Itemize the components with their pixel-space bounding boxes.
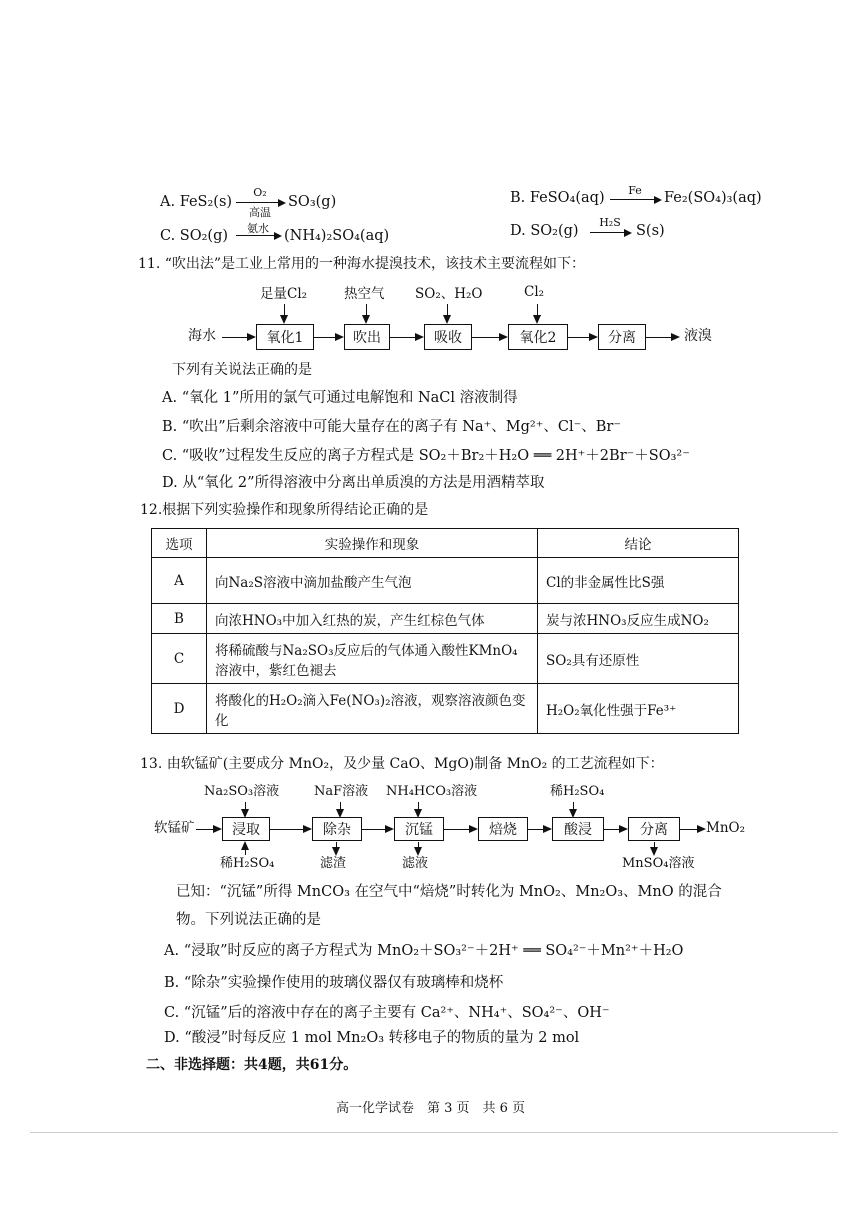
reaction-arrow-icon — [610, 199, 660, 200]
flow-arrow-icon — [537, 304, 538, 322]
row-option: C — [152, 634, 207, 684]
flow-arrow-icon — [366, 304, 367, 322]
flow-arrow-icon — [284, 304, 285, 322]
table-row — [152, 604, 739, 634]
q11-box-oxidation2: 氧化2 — [508, 324, 568, 350]
q11-option-a: A. “氧化 1”所用的氯气可通过电解饱和 NaCl 溶液制得 — [162, 390, 518, 406]
q13-box-leach: 浸取 — [222, 817, 270, 841]
section-2-title: 二、非选择题：共4题，共61分。 — [146, 1057, 358, 1073]
q11-box-blowout: 吹出 — [344, 324, 390, 350]
flow-arrow-icon — [270, 829, 310, 830]
flow-arrow-icon — [245, 843, 246, 855]
row-option: B — [152, 604, 207, 634]
table-header-row — [152, 529, 739, 558]
q10-b-product: Fe₂(SO₄)₃(aq) — [664, 190, 762, 206]
q12-stem: 12.根据下列实验操作和现象所得结论正确的是 — [140, 502, 429, 518]
reaction-arrow-icon — [236, 202, 284, 203]
q11-option-b: B. “吹出”后剩余溶液中可能大量存在的离子有 Na⁺、Mg²⁺、Cl⁻、Br⁻ — [162, 419, 622, 435]
row-option: D — [152, 684, 207, 734]
q13-bottom-1: 稀H₂SO₄ — [220, 856, 275, 871]
q13-flow-start: 软锰矿 — [154, 820, 195, 836]
col-header-operation: 实验操作和现象 — [207, 529, 538, 558]
row-operation: 向Na₂S溶液中滴加盐酸产生气泡 — [207, 558, 538, 604]
flow-arrow-icon — [680, 829, 704, 830]
q13-top-input-2: NaF溶液 — [314, 784, 369, 799]
q13-flow-end: MnO₂ — [706, 820, 745, 836]
q13-top-input-4: 稀H₂SO₄ — [550, 784, 605, 799]
q13-stem: 13. 由软锰矿(主要成分 MnO₂，及少量 CaO、MgO)制备 MnO₂ 的工艺流程如下： — [140, 756, 664, 772]
row-option: A — [152, 558, 207, 604]
flow-arrow-icon — [390, 337, 422, 338]
q12-table — [151, 528, 739, 734]
flow-arrow-icon — [362, 829, 392, 830]
q13-box-roast: 焙烧 — [478, 817, 528, 841]
q11-input-3: SO₂、H₂O — [415, 286, 483, 302]
flow-arrow-icon — [222, 337, 254, 338]
q11-box-oxidation1: 氧化1 — [256, 324, 314, 350]
q13-bottom-3: 滤液 — [402, 856, 429, 871]
q11-input-2: 热空气 — [344, 286, 385, 302]
q13-box-precipitate: 沉锰 — [394, 817, 444, 841]
q11-input-4: Cl₂ — [524, 284, 545, 300]
q13-box-separate: 分离 — [628, 817, 680, 841]
flow-arrow-icon — [447, 304, 448, 322]
q11-stem: 11. “吹出法”是工业上常用的一种海水提溴技术，该技术主要流程如下： — [138, 256, 586, 272]
flow-arrow-icon — [568, 337, 596, 338]
col-header-option: 选项 — [152, 529, 207, 558]
flow-arrow-icon — [604, 829, 626, 830]
row-conclusion: Cl的非金属性比S强 — [538, 558, 739, 604]
q10-c-cond-top: 氨水 — [247, 222, 269, 235]
q11-input-1: 足量Cl₂ — [260, 286, 308, 302]
row-conclusion: SO₂具有还原性 — [538, 634, 739, 684]
reaction-arrow-icon — [236, 235, 280, 236]
row-operation: 将酸化的H₂O₂滴入Fe(NO₃)₂溶液，观察溶液颜色变化 — [207, 684, 538, 734]
q10-c-product: (NH₄)₂SO₄(aq) — [284, 228, 390, 244]
q13-option-d: D. “酸浸”时每反应 1 mol Mn₂O₃ 转移电子的物质的量为 2 mol — [164, 1030, 580, 1046]
q13-known-line2: 物。下列说法正确的是 — [176, 912, 321, 928]
q13-option-a: A. “浸取”时反应的离子方程式为 MnO₂＋SO₃²⁻＋2H⁺ ══ SO₄²⁻＋Mn²⁺＋H₂O — [164, 943, 684, 959]
q13-bottom-2: 滤渣 — [320, 856, 347, 871]
flow-arrow-icon — [418, 842, 419, 854]
flow-arrow-icon — [654, 842, 655, 854]
row-conclusion: H₂O₂氧化性强于Fe³⁺ — [538, 684, 739, 734]
table-row — [152, 684, 739, 734]
q10-option-b: B. FeSO₄(aq) — [510, 190, 605, 206]
flow-arrow-icon — [444, 829, 476, 830]
page-footer: 高一化学试卷 第 3 页 共 6 页 — [336, 1101, 526, 1116]
col-header-conclusion: 结论 — [538, 529, 739, 558]
q13-box-purify: 除杂 — [312, 817, 362, 841]
q13-top-input-3: NH₄HCO₃溶液 — [386, 784, 478, 799]
flow-arrow-icon — [472, 337, 506, 338]
q10-a-cond-bottom: 高温 — [249, 206, 271, 219]
reaction-arrow-icon — [590, 232, 630, 233]
flow-arrow-icon — [646, 337, 678, 338]
q13-option-c: C. “沉锰”后的溶液中存在的离子主要有 Ca²⁺、NH₄⁺、SO₄²⁻、OH⁻ — [164, 1005, 610, 1021]
q10-option-c: C. SO₂(g) — [160, 228, 229, 244]
q11-option-d: D. 从“氧化 2”所得溶液中分离出单质溴的方法是用酒精萃取 — [162, 475, 545, 491]
flow-arrow-icon — [340, 802, 341, 816]
table-row — [152, 558, 739, 604]
q10-d-product: S(s) — [636, 223, 665, 239]
q11-flow-end: 液溴 — [684, 328, 712, 344]
footer-divider — [30, 1132, 838, 1133]
q11-flow-start: 海水 — [188, 328, 216, 344]
q13-bottom-4: MnSO₄溶液 — [622, 856, 695, 871]
flow-arrow-icon — [314, 337, 342, 338]
q13-known-line1: 已知：“沉锰”所得 MnCO₃ 在空气中“焙烧”时转化为 MnO₂、Mn₂O₃、MnO 的混合 — [176, 884, 722, 900]
flow-arrow-icon — [528, 829, 550, 830]
row-operation: 将稀硫酸与Na₂SO₃反应后的气体通入酸性KMnO₄溶液中，紫红色褪去 — [207, 634, 538, 684]
q11-question: 下列有关说法正确的是 — [172, 362, 312, 378]
q13-box-acid-leach: 酸浸 — [552, 817, 604, 841]
q11-box-separate: 分离 — [598, 324, 646, 350]
q10-d-cond-top: H₂S — [599, 216, 621, 229]
q10-option-d: D. SO₂(g) — [510, 223, 579, 239]
flow-arrow-icon — [418, 802, 419, 816]
q11-option-c: C. “吸收”过程发生反应的离子方程式是 SO₂＋Br₂＋H₂O ══ 2H⁺＋2Br⁻＋SO₃²⁻ — [162, 448, 690, 464]
row-conclusion: 炭与浓HNO₃反应生成NO₂ — [538, 604, 739, 634]
q10-option-a: A. FeS₂(s) — [160, 194, 233, 210]
flow-arrow-icon — [196, 829, 220, 830]
q13-option-b: B. “除杂”实验操作使用的玻璃仪器仅有玻璃棒和烧杯 — [164, 975, 504, 991]
flow-arrow-icon — [573, 802, 574, 816]
flow-arrow-icon — [336, 842, 337, 854]
flow-arrow-icon — [245, 802, 246, 816]
q10-a-product: SO₃(g) — [288, 194, 337, 210]
q10-b-cond-top: Fe — [628, 184, 642, 197]
q11-box-absorb: 吸收 — [424, 324, 472, 350]
q10-a-cond-top: O₂ — [253, 186, 267, 199]
row-operation: 向浓HNO₃中加入红热的炭，产生红棕色气体 — [207, 604, 538, 634]
table-row — [152, 634, 739, 684]
q13-top-input-1: Na₂SO₃溶液 — [204, 784, 280, 799]
